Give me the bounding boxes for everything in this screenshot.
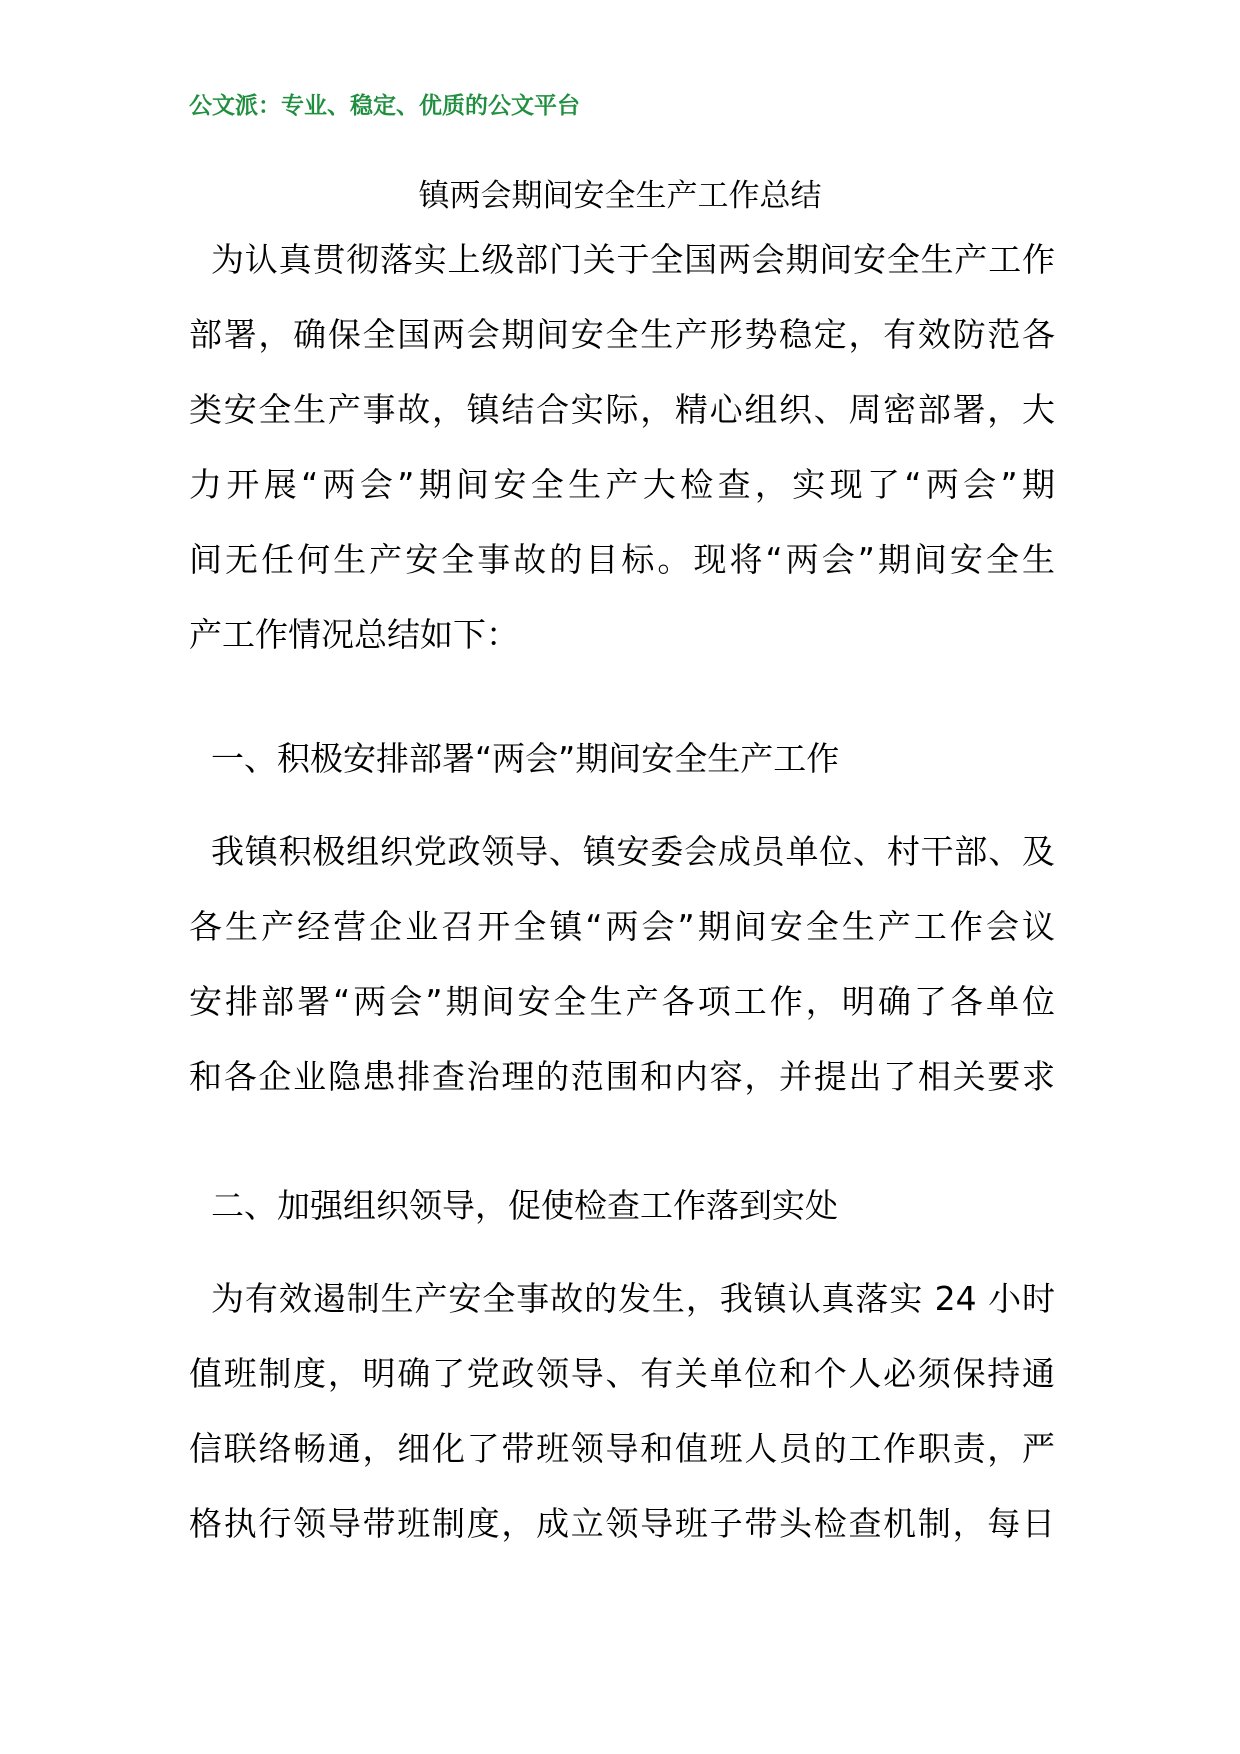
paragraph-line: 和各企业隐患排查治理的范围和内容，并提出了相关要求 <box>189 1057 1055 1096</box>
paragraph-line: 间无任何生产安全事故的目标。现将“两会”期间安全生 <box>189 540 1055 579</box>
section-heading-1: 一、积极安排部署“两会”期间安全生产工作 <box>211 739 840 778</box>
paragraph-line: 信联络畅通，细化了带班领导和值班人员的工作职责，严 <box>189 1429 1055 1468</box>
paragraph-line: 部署，确保全国两会期间安全生产形势稳定，有效防范各 <box>189 315 1055 354</box>
paragraph-line: 产工作情况总结如下： <box>189 615 519 654</box>
paragraph-line: 类安全生产事故，镇结合实际，精心组织、周密部署，大 <box>189 390 1055 429</box>
paragraph-line: 我镇积极组织党政领导、镇安委会成员单位、村干部、及 <box>211 832 1055 871</box>
paragraph-line: 值班制度，明确了党政领导、有关单位和个人必须保持通 <box>189 1354 1055 1393</box>
banner-text: 公文派：专业、稳定、优质的公文平台 <box>189 93 580 119</box>
paragraph-line: 为有效遏制生产安全事故的发生，我镇认真落实 24 小时 <box>211 1279 1055 1318</box>
paragraph-line: 安排部署“两会”期间安全生产各项工作，明确了各单位 <box>189 982 1055 1021</box>
paragraph-1 <box>189 222 1055 672</box>
paragraph-line: 格执行领导带班制度，成立领导班子带头检查机制，每日 <box>189 1504 1055 1543</box>
paragraph-line: 为认真贯彻落实上级部门关于全国两会期间安全生产工作 <box>211 240 1055 279</box>
paragraph-2 <box>189 814 1055 1114</box>
section-heading-2: 二、加强组织领导，促使检查工作落到实处 <box>211 1186 838 1225</box>
paragraph-3 <box>189 1261 1055 1561</box>
document-title: 镇两会期间安全生产工作总结 <box>418 178 822 214</box>
paragraph-line: 各生产经营企业召开全镇“两会”期间安全生产工作会议 <box>189 907 1055 946</box>
paragraph-line: 力开展“两会”期间安全生产大检查，实现了“两会”期 <box>189 465 1055 504</box>
